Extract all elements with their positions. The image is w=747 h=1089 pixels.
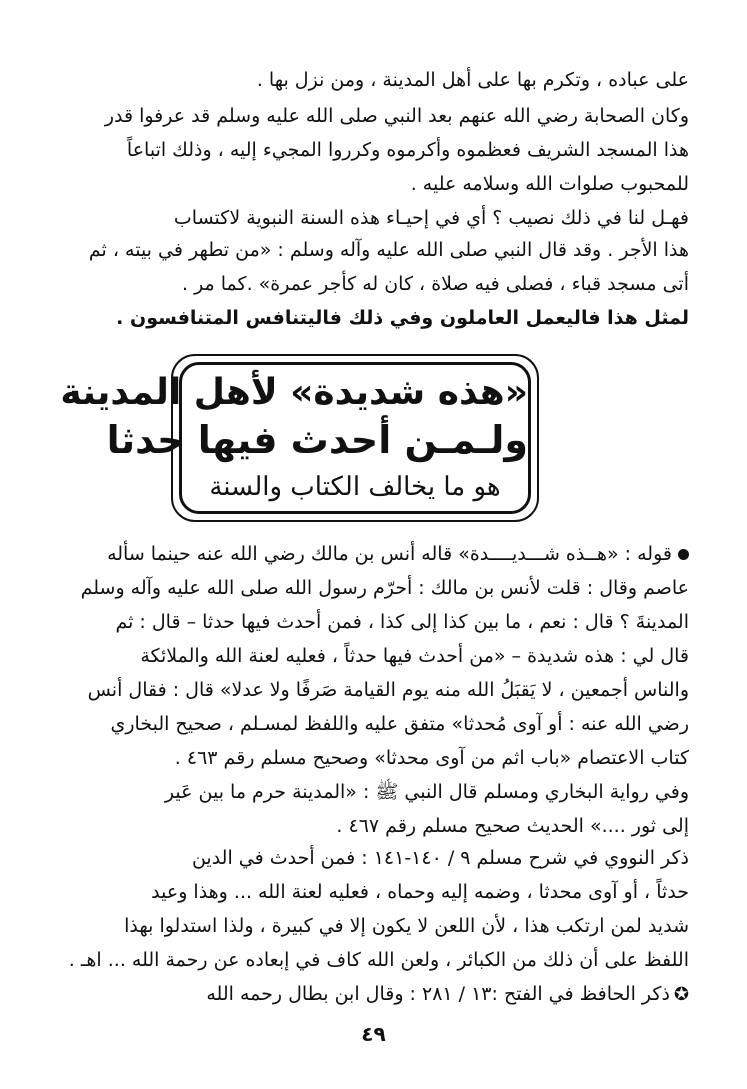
title-box-caption: هو ما يخالف الكتاب والسنة [209,472,501,502]
text-line: عاصم وقال : قلت لأنس بن مالك : أحرّم رسول الله صلى الله عليه وآله وسلم [80,577,689,599]
title-box-heading: «هذه شديدة» لأهل المدينة [60,372,528,413]
star-bullet-icon: ✪ [673,984,689,1005]
text-line: المدينةَ ؟ قال : نعم ، ما بين كذا إلى كذا ، فمن أحدث فيها حدثا – قال : ثم [115,611,689,633]
text-line: ذكر الحافظ في الفتح :١٣ / ٢٨١ : وقال ابن بطال رحمه الله [206,983,670,1005]
text-line: للمحبوب صلوات الله وسلامه عليه . [410,173,689,195]
text-line: وكان الصحابة رضي الله عنهم بعد النبي صلى الله عليه وسلم قد عرفوا قدر [104,105,689,127]
page-number: ٤٩ [361,1022,386,1046]
text-line: إلى ثور ....» الحديث صحيح مسلم رقم ٤٦٧ . [336,815,689,837]
text-line: وفي رواية البخاري ومسلم قال النبي ﷺ : «المدينة حرم ما بين عَير [164,781,689,803]
text-line: هذا المسجد الشريف فعظموه وأكرموه وكرروا المجيء إليه ، وذلك اتباعاً [126,139,689,161]
title-box [60,362,531,514]
commentary-first-line [58,538,689,570]
text-line: رضي الله عنه : أو آوى مُحدثا» متفق عليه واللفظ لمسـلم ، صحيح البخاري [110,713,689,735]
text-line: قوله : «هــذه شـــديــــدة» قاله أنس بن مالك رضي الله عنه حينما سأله [107,543,672,565]
text-line: ذكر النووي في شرح مسلم ٩ / ١٤٠-١٤١ : فمن أحدث في الدين [191,847,689,869]
text-line: هذا الأجر . وقد قال النبي صلى الله عليه وآله وسلم : «من تطهر في بيته ، ثم [88,239,689,261]
text-line: قال لي : هذه شديدة – «من أحدث فيها حدثاً ، فعليه لعنة الله والملائكة [140,645,689,667]
text-line: على عباده ، وتكرم بها على أهل المدينة ، ومن نزل بها . [256,69,689,91]
text-line: أتى مسجد قباء ، فصلى فيه صلاة ، كان له كأجر عمرة» .كما مر . [181,273,689,295]
title-box-subheading: ولـمـن أحدث فيها حدثا [106,418,528,462]
closing-bold-line: لمثل هذا فاليعمل العاملون وفي ذلك فاليتنافس المتنافسون . [116,307,689,329]
text-line: اللفظ على أن ذلك من الكبائر ، ولعن الله كاف في إبعاده عن رحمة الله ... اهـ . [68,949,689,971]
text-line: فهـل لنا في ذلك نصيب ؟ أي في إحيـاء هذه السنة النبوية لاكتساب [173,207,689,229]
text-line: حدثاً ، أو آوى محدثا ، وضمه إليه وحماه ، فعليه لعنة الله ... وهذا وعيد [151,881,689,903]
text-line: شديد لمن ارتكب هذا ، لأن اللعن لا يكون إلا في كبيرة ، ولذا استدلوا بهذا [124,915,689,937]
text-line: كتاب الاعتصام «باب اثم من آوى محدثا» وصحيح مسلم رقم ٤٦٣ . [174,747,689,769]
bullet-icon [678,549,689,560]
text-line: والناس أجمعين ، لا يَقبَلُ الله منه يوم القيامة صَرفًا ولا عدلا» قال : فقال أنس [87,679,689,701]
hafiz-line [58,978,689,1010]
